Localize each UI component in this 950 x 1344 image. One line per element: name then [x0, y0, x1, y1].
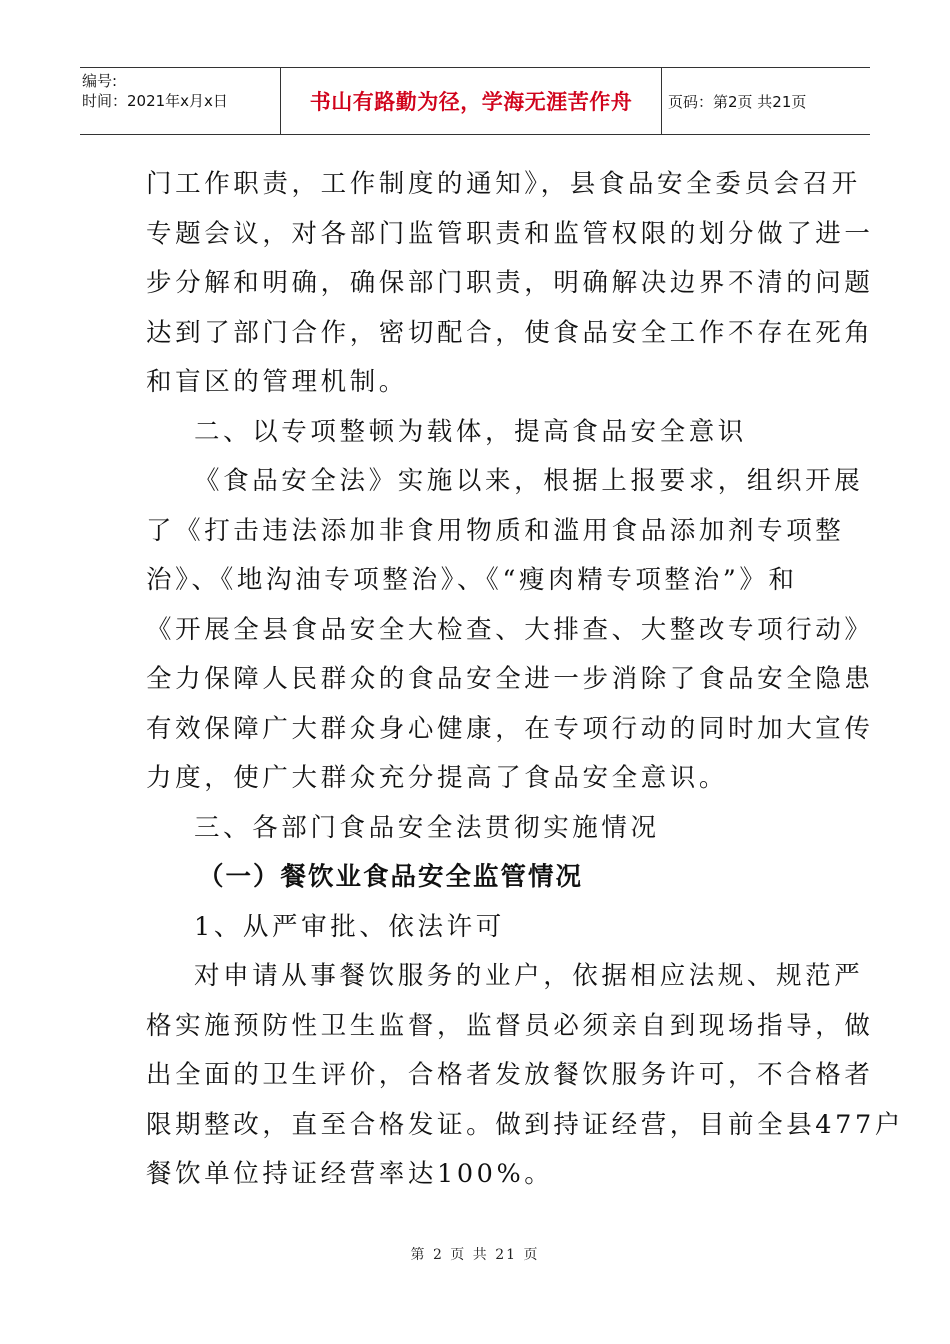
body-line: 有效保障广大群众身心健康，在专项行动的同时加大宣传: [146, 713, 874, 744]
body-line: 达到了部门合作，密切配合，使食品安全工作不存在死角: [146, 317, 874, 348]
body-line: 和盲区的管理机制。: [146, 367, 408, 397]
body-line: 《食品安全法》实施以来，根据上报要求，组织开展: [194, 466, 864, 496]
body-line: 力度，使广大群众充分提高了食品安全意识。: [146, 763, 729, 793]
subsection-heading: （一）餐饮业食品安全监管情况: [198, 862, 584, 892]
document-header: [80, 67, 870, 135]
section-heading-3: 三、各部门食品安全法贯彻实施情况: [194, 812, 660, 843]
header-page-info: 页码：第2页 共21页: [668, 92, 807, 111]
header-page-cell: [662, 68, 870, 134]
body-line: 全力保障人民群众的食品安全进一步消除了食品安全隐患: [146, 664, 874, 694]
body-line: 专题会议，对各部门监管职责和监管权限的划分做了进一: [146, 218, 874, 249]
body-line: 出全面的卫生评价，合格者发放餐饮服务许可，不合格者: [146, 1060, 874, 1090]
body-line: 步分解和明确，确保部门职责，明确解决边界不清的问题: [146, 268, 874, 298]
body-line: 对申请从事餐饮服务的业户，依据相应法规、规范严: [194, 961, 864, 991]
item-heading: 1、从严审批、依法许可: [194, 911, 505, 942]
header-meta-cell: [80, 68, 281, 134]
footer-page-number: 第 2 页 共 21 页: [410, 1247, 540, 1263]
body-line: 了《打击违法添加非食用物质和滥用食品添加剂专项整: [146, 515, 845, 546]
body-line: 门工作职责，工作制度的通知》，县食品安全委员会召开: [146, 169, 861, 199]
motto-text: 书山有路勤为径，学海无涯苦作舟: [309, 90, 633, 114]
body-line: 治》、《地沟油专项整治》、《“瘦肉精专项整治”》和: [146, 565, 798, 595]
body-line: 餐饮单位持证经营率达100%。: [146, 1159, 554, 1189]
body-line: 限期整改，直至合格发证。做到持证经营，目前全县477户: [146, 1109, 904, 1140]
body-line: 格实施预防性卫生监督，监督员必须亲自到现场指导，做: [146, 1010, 874, 1041]
document-date: 时间：2021年x月x日: [82, 92, 228, 110]
document-body: [146, 160, 904, 1200]
section-heading-2: 二、以专项整顿为载体，提高食品安全意识: [194, 416, 747, 447]
page-footer: [0, 1244, 950, 1264]
body-line: 《开展全县食品安全大检查、大排查、大整改专项行动》: [146, 614, 874, 645]
document-number-label: 编号:: [82, 72, 118, 90]
header-motto-cell: [281, 68, 662, 134]
